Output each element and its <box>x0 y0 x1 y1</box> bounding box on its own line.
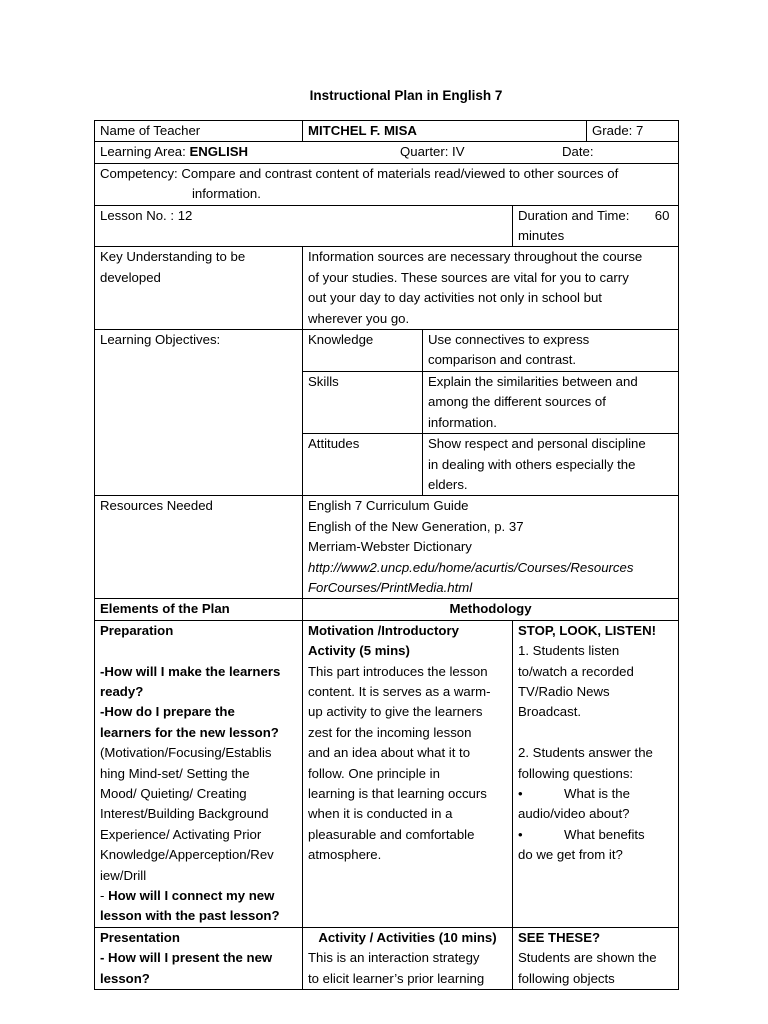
duration-label: Duration and Time: <box>518 207 630 223</box>
lesson-number: Lesson No. : 12 <box>95 205 513 247</box>
preparation-title: Preparation <box>100 622 174 638</box>
document-title: Instructional Plan in English 7 <box>309 88 503 103</box>
plan-header-row <box>95 599 679 620</box>
resource-item: English of the New Generation, p. 37 <box>308 518 524 534</box>
methodology-header: Methodology <box>303 599 679 620</box>
competency-row <box>95 163 679 205</box>
learning-area <box>100 142 400 162</box>
lesson-row <box>95 205 679 247</box>
bullet-icon: • <box>518 826 523 842</box>
resource-item: English 7 Curriculum Guide <box>308 498 469 514</box>
bullet-icon: • <box>518 785 523 801</box>
teacher-label: Name of Teacher <box>95 121 303 142</box>
grade-cell: Grade: 7 <box>587 121 679 142</box>
learning-area-label: Learning Area: <box>100 144 190 160</box>
objective-domain-knowledge: Knowledge <box>303 330 423 372</box>
quarter: Quarter: IV <box>400 144 465 160</box>
teacher-row <box>95 121 679 142</box>
competency-cell <box>95 163 679 205</box>
presentation-activity: Activity / Activities (10 mins) This is an interaction strategy to elicit learner’s prior learning <box>303 927 513 989</box>
presentation-procedure: SEE THESE? Students are shown the following objects <box>513 927 679 989</box>
duration-value: 60 minutes <box>518 207 670 244</box>
resources-label: Resources Needed <box>95 496 303 599</box>
competency-line-2: information. <box>192 186 261 202</box>
duration-cell <box>513 205 679 247</box>
resources-list <box>303 496 679 599</box>
presentation-title: Presentation <box>100 929 180 945</box>
preparation-procedure: STOP, LOOK, LISTEN! 1. Students listen to/watch a recorded TV/Radio News Broadcast. 2. Students answer the following questions: • What is the audio/video about? • What benefits do we get from it? <box>513 620 679 927</box>
competency-line-1: Competency: Compare and contrast content of materials read/viewed to other sources of <box>100 165 619 181</box>
presentation-row <box>95 927 679 989</box>
key-understanding-label: Key Understanding to be developed <box>95 247 303 330</box>
instructional-plan-table <box>94 120 679 990</box>
resource-url-line-2[interactable]: ForCourses/PrintMedia.html <box>308 579 473 595</box>
resources-row <box>95 496 679 599</box>
resource-item: Merriam-Webster Dictionary <box>308 539 472 555</box>
learning-area-row <box>95 142 679 163</box>
teacher-name: MITCHEL F. MISA <box>303 121 587 142</box>
objective-text-knowledge: Use connectives to express comparison and contrast. <box>423 330 679 372</box>
bullet-question: • What benefits <box>518 825 673 845</box>
objective-text-skills: Explain the similarities between and among the different sources of information. <box>423 371 679 433</box>
elements-of-plan-header: Elements of the Plan <box>95 599 303 620</box>
key-understanding-text: Information sources are necessary throughout the course of your studies. These sources are vital for you to carry out your day to day activities not only in school but wherever you go. <box>303 247 679 330</box>
date-label: Date: <box>562 144 594 160</box>
preparation-activity: Motivation /Introductory Activity (5 mins) This part introduces the lesson content. It is serves as a warm- up activity to give the learners zest for the incoming lesson and an idea about what it to follow. One principle in learning is that learning occurs when it is conducted in a pleasurable and comfortable atmosphere. <box>303 620 513 927</box>
presentation-element: Presentation - How will I present the new lesson? <box>95 927 303 989</box>
objective-domain-skills: Skills <box>303 371 423 433</box>
bullet-question: • What is the <box>518 784 673 804</box>
objective-row-knowledge <box>95 330 679 372</box>
objective-domain-attitudes: Attitudes <box>303 434 423 496</box>
learning-area-cell <box>95 142 679 163</box>
preparation-row <box>95 620 679 927</box>
resource-url-line-1[interactable]: http://www2.uncp.edu/home/acurtis/Courses/Resources <box>308 559 634 575</box>
key-understanding-row <box>95 247 679 330</box>
learning-area-value: ENGLISH <box>189 144 249 160</box>
procedure-title: STOP, LOOK, LISTEN! <box>518 622 656 638</box>
learning-objectives-label: Learning Objectives: <box>95 330 303 496</box>
preparation-element: Preparation -How will I make the learners ready? -How do I prepare the learners for the new lesson? (Motivation/Focusing/Establis hing Mind-set/ Setting the Mood/ Quieting/ Creating Interest/Building Background Experience/ Activating Prior Knowledge/Apperception/Rev iew/Drill - How will I connect my new lesson with the past lesson? <box>95 620 303 927</box>
objective-text-attitudes: Show respect and personal discipline in dealing with others especially the elders. <box>423 434 679 496</box>
